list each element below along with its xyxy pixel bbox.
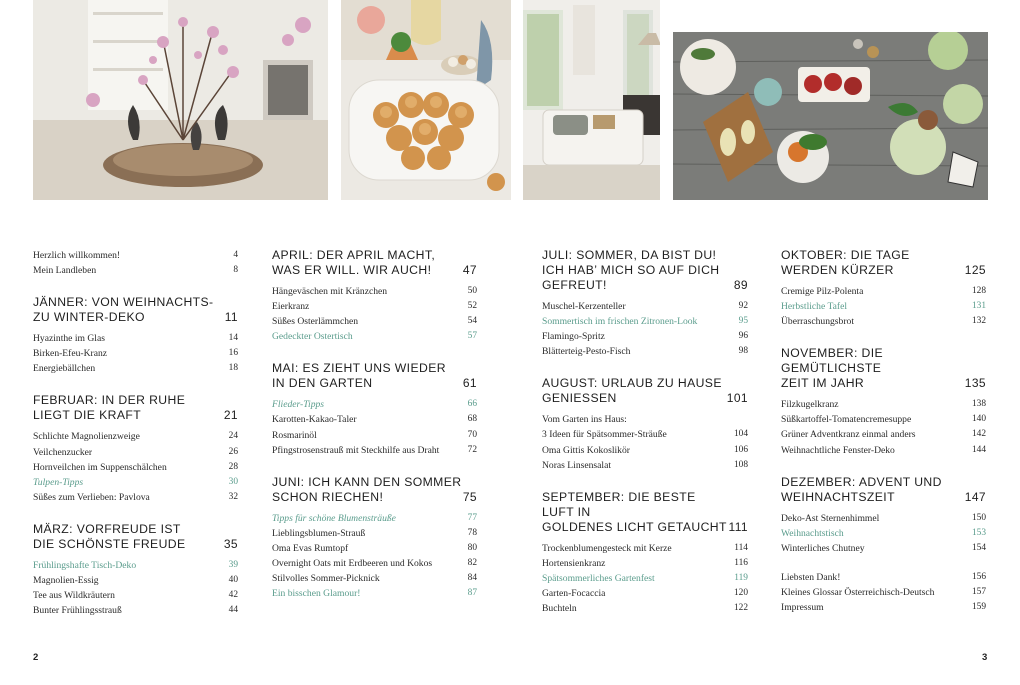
toc-section [781, 475, 986, 616]
chapter-heading [781, 248, 986, 278]
toc-section [542, 490, 748, 616]
toc-entry[interactable] [542, 344, 748, 359]
toc-entry-page: 87 [467, 588, 477, 599]
toc-entry-title: 3 Ideen für Spätsommer-Sträuße [542, 429, 667, 441]
toc-column-2 [272, 248, 477, 601]
chapter-title-line: WAS ER WILL. WIR AUCH! [272, 263, 432, 277]
chapter-page-number: 11 [224, 310, 238, 325]
chapter-page-number: 147 [964, 489, 986, 504]
toc-entry-page: 82 [467, 558, 477, 569]
toc-entry-page: 16 [228, 348, 238, 359]
toc-entry-title: Muschel-Kerzenteller [542, 301, 626, 312]
toc-entry-title: Herbstliche Tafel [781, 301, 848, 313]
chapter-title [542, 376, 722, 406]
toc-entry[interactable] [272, 526, 477, 541]
toc-entry-page: 116 [734, 557, 748, 568]
toc-entry[interactable] [272, 586, 477, 601]
toc-entry[interactable] [542, 458, 748, 473]
photo-braided-bread [341, 0, 511, 200]
toc-entry[interactable] [781, 299, 986, 314]
chapter-heading [272, 361, 477, 391]
toc-entry[interactable] [272, 284, 477, 299]
toc-entry-title: Noras Linsensalat [542, 459, 612, 471]
toc-entry-page: 122 [733, 603, 748, 614]
toc-entry-page: 140 [971, 414, 986, 425]
toc-entry-title: Mein Landleben [33, 265, 97, 277]
toc-entry-title: Pfingstrosenstrauß mit Steckhilfe aus Draht [272, 444, 440, 456]
chapter-title [542, 248, 719, 293]
chapter-heading [542, 376, 748, 406]
toc-entry-page: 57 [467, 331, 477, 342]
toc-entry-title: Tulpen-Tipps [33, 476, 84, 488]
toc-entry-page: 98 [738, 346, 748, 357]
toc-entry-page: 32 [228, 491, 238, 502]
chapter-page-number: 35 [223, 536, 238, 551]
toc-section [781, 248, 986, 329]
chapter-page-number: 21 [223, 408, 238, 423]
page-number-left: 2 [33, 652, 39, 663]
toc-entry-title: Herzlich willkommen! [33, 250, 121, 261]
chapter-title-line: WERDEN KÜRZER [781, 263, 894, 277]
chapter-title-line: JULI: SOMMER, DA BIST DU! [542, 248, 717, 262]
toc-entry-page: 70 [467, 429, 477, 440]
toc-entry[interactable] [542, 412, 748, 427]
chapter-title-line: ZEIT IM JAHR [781, 376, 865, 391]
chapter-title [33, 522, 186, 552]
photo-rustic-table [673, 32, 988, 200]
toc-section [272, 248, 477, 344]
chapter-title-line: IN DEN GARTEN [272, 376, 373, 391]
toc-entry-title: Trockenblumengesteck mit Kerze [542, 542, 672, 554]
chapter-title [272, 248, 435, 278]
toc-entry[interactable] [33, 346, 238, 361]
toc-section [781, 346, 986, 457]
photo-easter-table [33, 0, 328, 200]
toc-entry-page: 144 [971, 444, 986, 455]
chapter-page-number: 47 [462, 263, 477, 277]
toc-entry-title: Birken-Efeu-Kranz [33, 348, 108, 360]
toc-entry[interactable] [542, 443, 748, 458]
toc-entry-page: 131 [971, 301, 986, 312]
toc-entry-title: Deko-Ast Sternenhimmel [781, 512, 880, 524]
toc-section [33, 393, 238, 504]
toc-entry[interactable] [781, 511, 986, 526]
toc-entry-page: 26 [228, 446, 238, 457]
toc-entry-title: Filzkugelkranz [781, 399, 839, 411]
toc-entry[interactable] [542, 541, 748, 556]
toc-entry[interactable] [33, 248, 238, 263]
toc-entry-page: 39 [228, 559, 238, 570]
toc-entry-title: Flieder-Tipps [272, 399, 325, 411]
toc-entry-title: Winterliches Chutney [781, 542, 865, 554]
toc-entry[interactable] [33, 475, 238, 490]
toc-column-4 [781, 248, 986, 615]
chapter-title [33, 393, 185, 423]
toc-entry-title: Bunter Frühlingsstrauß [33, 605, 122, 617]
toc-entry-title: Oma Evas Rumtopf [272, 542, 349, 554]
toc-section [33, 522, 238, 618]
chapter-title-line: DIE SCHÖNSTE FREUDE [33, 536, 186, 551]
toc-column-1 [33, 248, 238, 618]
toc-entry-page: 78 [467, 527, 477, 538]
toc-entry[interactable] [33, 331, 238, 346]
toc-entry[interactable] [33, 603, 238, 618]
chapter-title-line: SEPTEMBER: DIE BESTE LUFT IN [542, 489, 696, 519]
toc-entry-title: Energiebällchen [33, 363, 96, 375]
toc-entry-page: 68 [467, 414, 477, 425]
chapter-title-line: MAI: ES ZIEHT UNS WIEDER [272, 361, 446, 376]
chapter-title-line: LIEGT DIE KRAFT [33, 408, 142, 423]
toc-entry[interactable] [781, 412, 986, 427]
toc-entry[interactable] [272, 443, 477, 458]
toc-entry-page: 159 [971, 602, 986, 613]
chapter-title-line: ICH HAB’ MICH SO AUF DICH [542, 263, 720, 277]
toc-entry-title: Spätsommerliches Gartenfest [542, 572, 655, 584]
toc-entry-title: Weihnachtliche Fenster-Deko [781, 444, 895, 456]
toc-entry-title: Tipps für schöne Blumensträuße [272, 512, 396, 524]
toc-entry-title: Rosmarinöl [272, 429, 317, 441]
toc-entry-page: 54 [467, 316, 477, 327]
toc-entry[interactable] [33, 588, 238, 603]
toc-entry-page: 4 [233, 250, 238, 260]
toc-entry-page: 128 [971, 286, 986, 296]
toc-entry-page: 119 [734, 572, 748, 583]
toc-entry-title: Süßkartoffel-Tomatencremesuppe [781, 414, 912, 426]
chapter-page-number: 111 [728, 519, 748, 534]
toc-entry[interactable] [272, 299, 477, 314]
toc-entry-page: 114 [734, 542, 748, 553]
chapter-title [781, 475, 942, 505]
chapter-title-line: JÄNNER: VON WEIHNACHTS- [33, 295, 214, 310]
toc-entry-title: Stilvolles Sommer-Picknick [272, 573, 380, 585]
chapter-title-line: SCHON RIECHEN! [272, 489, 384, 504]
toc-entry-page: 72 [467, 444, 477, 455]
chapter-heading [33, 522, 238, 552]
toc-section [542, 376, 748, 472]
toc-entry-title: Eierkranz [272, 301, 310, 313]
toc-entry-title: Hyazinthe im Glas [33, 333, 105, 345]
toc-entry[interactable] [781, 600, 986, 615]
toc-entry[interactable] [542, 571, 748, 586]
toc-entry-page: 28 [228, 461, 238, 472]
toc-entry-page: 44 [228, 605, 238, 616]
toc-entry-title: Overnight Oats mit Erdbeeren und Kokos [272, 558, 433, 570]
toc-entry[interactable] [33, 460, 238, 475]
chapter-page-number: 101 [726, 391, 748, 406]
toc-section [542, 248, 748, 359]
chapter-title-line: NOVEMBER: DIE GEMÜTLICHSTE [781, 346, 884, 376]
toc-entry[interactable] [272, 556, 477, 571]
toc-entry[interactable] [781, 585, 986, 600]
chapter-heading [542, 248, 748, 293]
chapter-title-line: DEZEMBER: ADVENT UND [781, 474, 942, 489]
toc-entry-title: Flamingo-Spritz [542, 331, 605, 343]
toc-entry-page: 108 [733, 459, 748, 470]
toc-entry-title: Gedeckter Ostertisch [272, 331, 353, 343]
toc-entry-title: Lieblingsblumen-Strauß [272, 527, 366, 539]
toc-entry[interactable] [781, 397, 986, 412]
toc-entry[interactable] [542, 299, 748, 314]
chapter-title-line: MÄRZ: VORFREUDE IST [33, 521, 181, 536]
toc-entry-title: Kleines Glossar Österreichisch-Deutsch [781, 587, 935, 599]
toc-entry[interactable] [781, 314, 986, 329]
toc-entry-page: 132 [971, 316, 986, 327]
toc-section [272, 475, 477, 602]
chapter-title-line: OKTOBER: DIE TAGE [781, 248, 910, 262]
toc-entry-page: 8 [233, 265, 238, 276]
chapter-title [272, 361, 446, 391]
toc-entry[interactable] [33, 445, 238, 460]
toc-entry-title: Oma Gittis Kokoslikör [542, 444, 630, 456]
toc-entry-page: 92 [738, 301, 748, 311]
toc-entry[interactable] [542, 314, 748, 329]
toc-entry-title: Karotten-Kakao-Taler [272, 414, 357, 426]
chapter-title-line: JUNI: ICH KANN DEN SOMMER [272, 474, 462, 489]
toc-entry-title: Sommertisch im frischen Zitronen-Look [542, 316, 698, 328]
toc-entry-page: 106 [733, 444, 748, 455]
chapter-title-line: ZU WINTER-DEKO [33, 310, 145, 325]
toc-entry-page: 84 [467, 573, 477, 584]
toc-entry[interactable] [272, 397, 477, 412]
chapter-heading [33, 295, 238, 325]
toc-column-3 [542, 248, 748, 616]
toc-entry-page: 104 [733, 429, 748, 440]
toc-entry-title: Frühlingshafte Tisch-Deko [33, 559, 137, 571]
toc-entry[interactable] [781, 427, 986, 442]
chapter-page-number: 75 [462, 489, 477, 504]
chapter-title-line: WEIHNACHTSZEIT [781, 489, 895, 504]
chapter-heading [781, 346, 986, 391]
toc-entry-title: Schlichte Magnolienzweige [33, 431, 140, 443]
chapter-heading [542, 490, 748, 535]
chapter-title-line: GOLDENES LICHT GETAUCHT [542, 519, 727, 534]
toc-entry-title: Veilchenzucker [33, 446, 93, 458]
toc-entry[interactable] [542, 329, 748, 344]
chapter-title-line: APRIL: DER APRIL MACHT, [272, 248, 436, 262]
toc-entry[interactable] [33, 490, 238, 505]
page-number-right: 3 [982, 652, 988, 663]
toc-entry-page: 30 [228, 476, 238, 487]
toc-entry-page: 95 [738, 316, 748, 327]
toc-entry-page: 156 [971, 571, 986, 582]
toc-entry[interactable] [272, 314, 477, 329]
toc-entry[interactable] [781, 443, 986, 458]
toc-entry-page: 154 [971, 542, 986, 553]
chapter-page-number: 125 [964, 263, 986, 277]
chapter-title [542, 490, 729, 535]
toc-entry-page: 80 [467, 542, 477, 553]
toc-entry-page: 14 [228, 333, 238, 344]
toc-entry[interactable] [542, 427, 748, 442]
toc-entry-page: 153 [971, 527, 986, 538]
toc-entry-page: 50 [467, 286, 477, 296]
spacer [781, 556, 986, 570]
toc-entry[interactable] [781, 526, 986, 541]
toc-entry[interactable] [33, 429, 238, 444]
toc-entry-title: Tee aus Wildkräutern [33, 590, 115, 602]
toc-entry[interactable] [272, 428, 477, 443]
toc-entry-page: 42 [228, 590, 238, 601]
chapter-title-line: AUGUST: URLAUB ZU HAUSE [542, 376, 722, 391]
toc-entry[interactable] [272, 511, 477, 526]
chapter-title [33, 295, 214, 325]
toc-entry-title: Ein bisschen Glamour! [272, 588, 361, 600]
toc-entry[interactable] [781, 541, 986, 556]
chapter-title-line: GENIESSEN [542, 391, 617, 406]
toc-entry-page: 66 [467, 399, 477, 410]
toc-entry-title: Blätterteig-Pesto-Fisch [542, 346, 631, 358]
toc-entry-title: Hängeväschen mit Kränzchen [272, 286, 388, 297]
toc-entry-title: Hortensienkranz [542, 557, 606, 569]
toc-entry[interactable] [272, 412, 477, 427]
toc-entry-title: Grüner Adventkranz einmal anders [781, 429, 916, 441]
toc-entry[interactable] [781, 570, 986, 585]
toc-entry-title: Süßes Osterlämmchen [272, 316, 359, 328]
chapter-page-number: 135 [964, 376, 986, 391]
chapter-heading [781, 475, 986, 505]
toc-entry-title: Weihnachtstisch [781, 527, 844, 539]
chapter-title [781, 346, 965, 391]
toc-entry[interactable] [272, 541, 477, 556]
toc-entry-title: Vom Garten ins Haus: [542, 414, 627, 426]
toc-entry[interactable] [33, 558, 238, 573]
chapter-heading [33, 393, 238, 423]
chapter-heading [272, 248, 477, 278]
toc-entry[interactable] [33, 361, 238, 376]
toc-entry-title: Hornveilchen im Suppenschälchen [33, 461, 167, 473]
toc-entry-page: 157 [971, 587, 986, 598]
toc-entry-title: Buchteln [542, 603, 577, 615]
toc-entry-title: Magnolien-Essig [33, 575, 99, 587]
chapter-title [781, 248, 910, 278]
toc-entry[interactable] [781, 284, 986, 299]
toc-entry-title: Süßes zum Verlieben: Pavlova [33, 491, 150, 503]
toc-entry-page: 120 [733, 588, 748, 599]
chapter-page-number: 61 [462, 376, 477, 391]
toc-entry-title: Garten-Focaccia [542, 588, 606, 600]
toc-section [33, 295, 238, 376]
toc-entry-page: 52 [467, 301, 477, 312]
chapter-title-line: FEBRUAR: IN DER RUHE [33, 393, 186, 408]
toc-entry-title: Liebsten Dank! [781, 571, 841, 583]
toc-entry-page: 96 [738, 331, 748, 342]
toc-entry-page: 150 [971, 512, 986, 523]
toc-entry-page: 18 [228, 363, 238, 374]
toc-entry-page: 138 [971, 399, 986, 410]
toc-entry[interactable] [33, 573, 238, 588]
toc-entry[interactable] [542, 601, 748, 616]
toc-entry-title: Cremige Pilz-Polenta [781, 286, 864, 297]
toc-entry-title: Überraschungsbrot [781, 316, 854, 328]
toc-section [33, 248, 238, 278]
toc-entry[interactable] [272, 329, 477, 344]
toc-entry[interactable] [272, 571, 477, 586]
toc-entry-page: 40 [228, 575, 238, 586]
chapter-page-number: 89 [733, 278, 748, 292]
chapter-title-line: GEFREUT! [542, 278, 607, 292]
photo-living-room [523, 0, 660, 200]
chapter-heading [272, 475, 477, 505]
chapter-title [272, 475, 461, 505]
toc-entry[interactable] [33, 263, 238, 278]
toc-entry-title: Impressum [781, 602, 824, 614]
toc-entry[interactable] [542, 556, 748, 571]
toc-entry[interactable] [542, 586, 748, 601]
toc-entry-page: 24 [228, 431, 238, 442]
toc-entry-page: 142 [971, 429, 986, 440]
toc-section [272, 361, 477, 457]
toc-entry-page: 77 [467, 512, 477, 523]
